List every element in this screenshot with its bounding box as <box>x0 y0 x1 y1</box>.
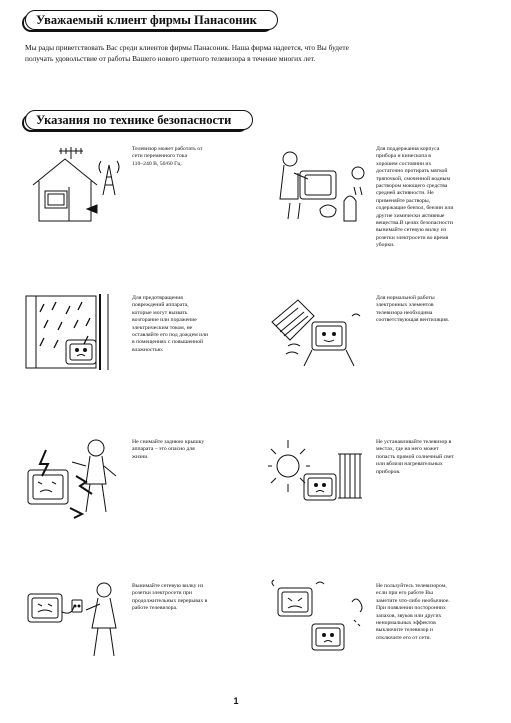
safety-note-1: Телевизор может работать от сети переменного тока 110–240 В, 50/60 Гц. <box>132 146 203 167</box>
unplug-tv-icon <box>24 580 124 662</box>
safety-note-5: Не снимайте заднюю крышку аппарата – это опасно для жизни. <box>132 439 205 460</box>
safety-note-6: Не устанавливайте телевизор в местах, где на него может попасть прямой солнечный свет или вблизи нагревательных приборов. <box>376 439 454 475</box>
tv-heat-sun-icon <box>268 436 368 516</box>
safety-note-4: Для нормальной работы электронных элементов телевизора необходима соответствующая вентиляция. <box>376 295 450 324</box>
intro-line-2: получать удовольствие от работы Вашего нового цветного телевизора в течение многих лет. <box>25 54 316 63</box>
safety-note-7: Вынимайте сетевую вилку из розетки электросети при продолжительных перерывах в работе телевизора. <box>132 583 208 612</box>
safety-note-8: Не пользуйтесь телевизором, если при его работе Вы заметите что-либо необычное. При появлении посторонних запахов, звуков или других ненормальных эффектов выключите телевизор и отключите его от сети. <box>376 583 450 641</box>
safety-title-banner <box>25 110 253 130</box>
electric-shock-icon <box>24 436 124 520</box>
page-number: 1 <box>233 696 239 706</box>
intro-paragraph <box>25 42 485 64</box>
greeting-title: Уважаемый клиент фирмы Панасоник <box>36 12 257 27</box>
intro-line-1: Мы рады приветствовать Вас среди клиентов фирмы Панасоник. Наша фирма надеется, что Вы будете <box>25 43 349 52</box>
greeting-title-banner <box>25 10 278 30</box>
tv-in-rain-icon <box>22 292 126 372</box>
tv-ventilation-icon <box>268 292 368 372</box>
tv-malfunction-icon <box>268 580 368 662</box>
safety-note-3: Для предотвращения повреждений аппарата, которые могут вызвать возгорание или поражение электрическим током, не оставляйте его под дождем или в помещениях с повышенной влажностью. <box>132 295 209 353</box>
safety-note-2: Для поддержания корпуса прибора и кинескопа в хорошем состоянии их достаточно протирать мягкой тряпочкой, смоченной водным раствором моющего средства средней активности. Не применяйте растворы, содержащие бензол, бензин или другие химически активные вещества.В целях безопасности вынимайте сетевую вилку из розетки электросети во время уборки. <box>376 146 454 249</box>
house-antenna-icon <box>25 143 125 225</box>
cleaning-tv-icon <box>268 143 368 233</box>
safety-title: Указания по технике безопасности <box>36 112 232 127</box>
